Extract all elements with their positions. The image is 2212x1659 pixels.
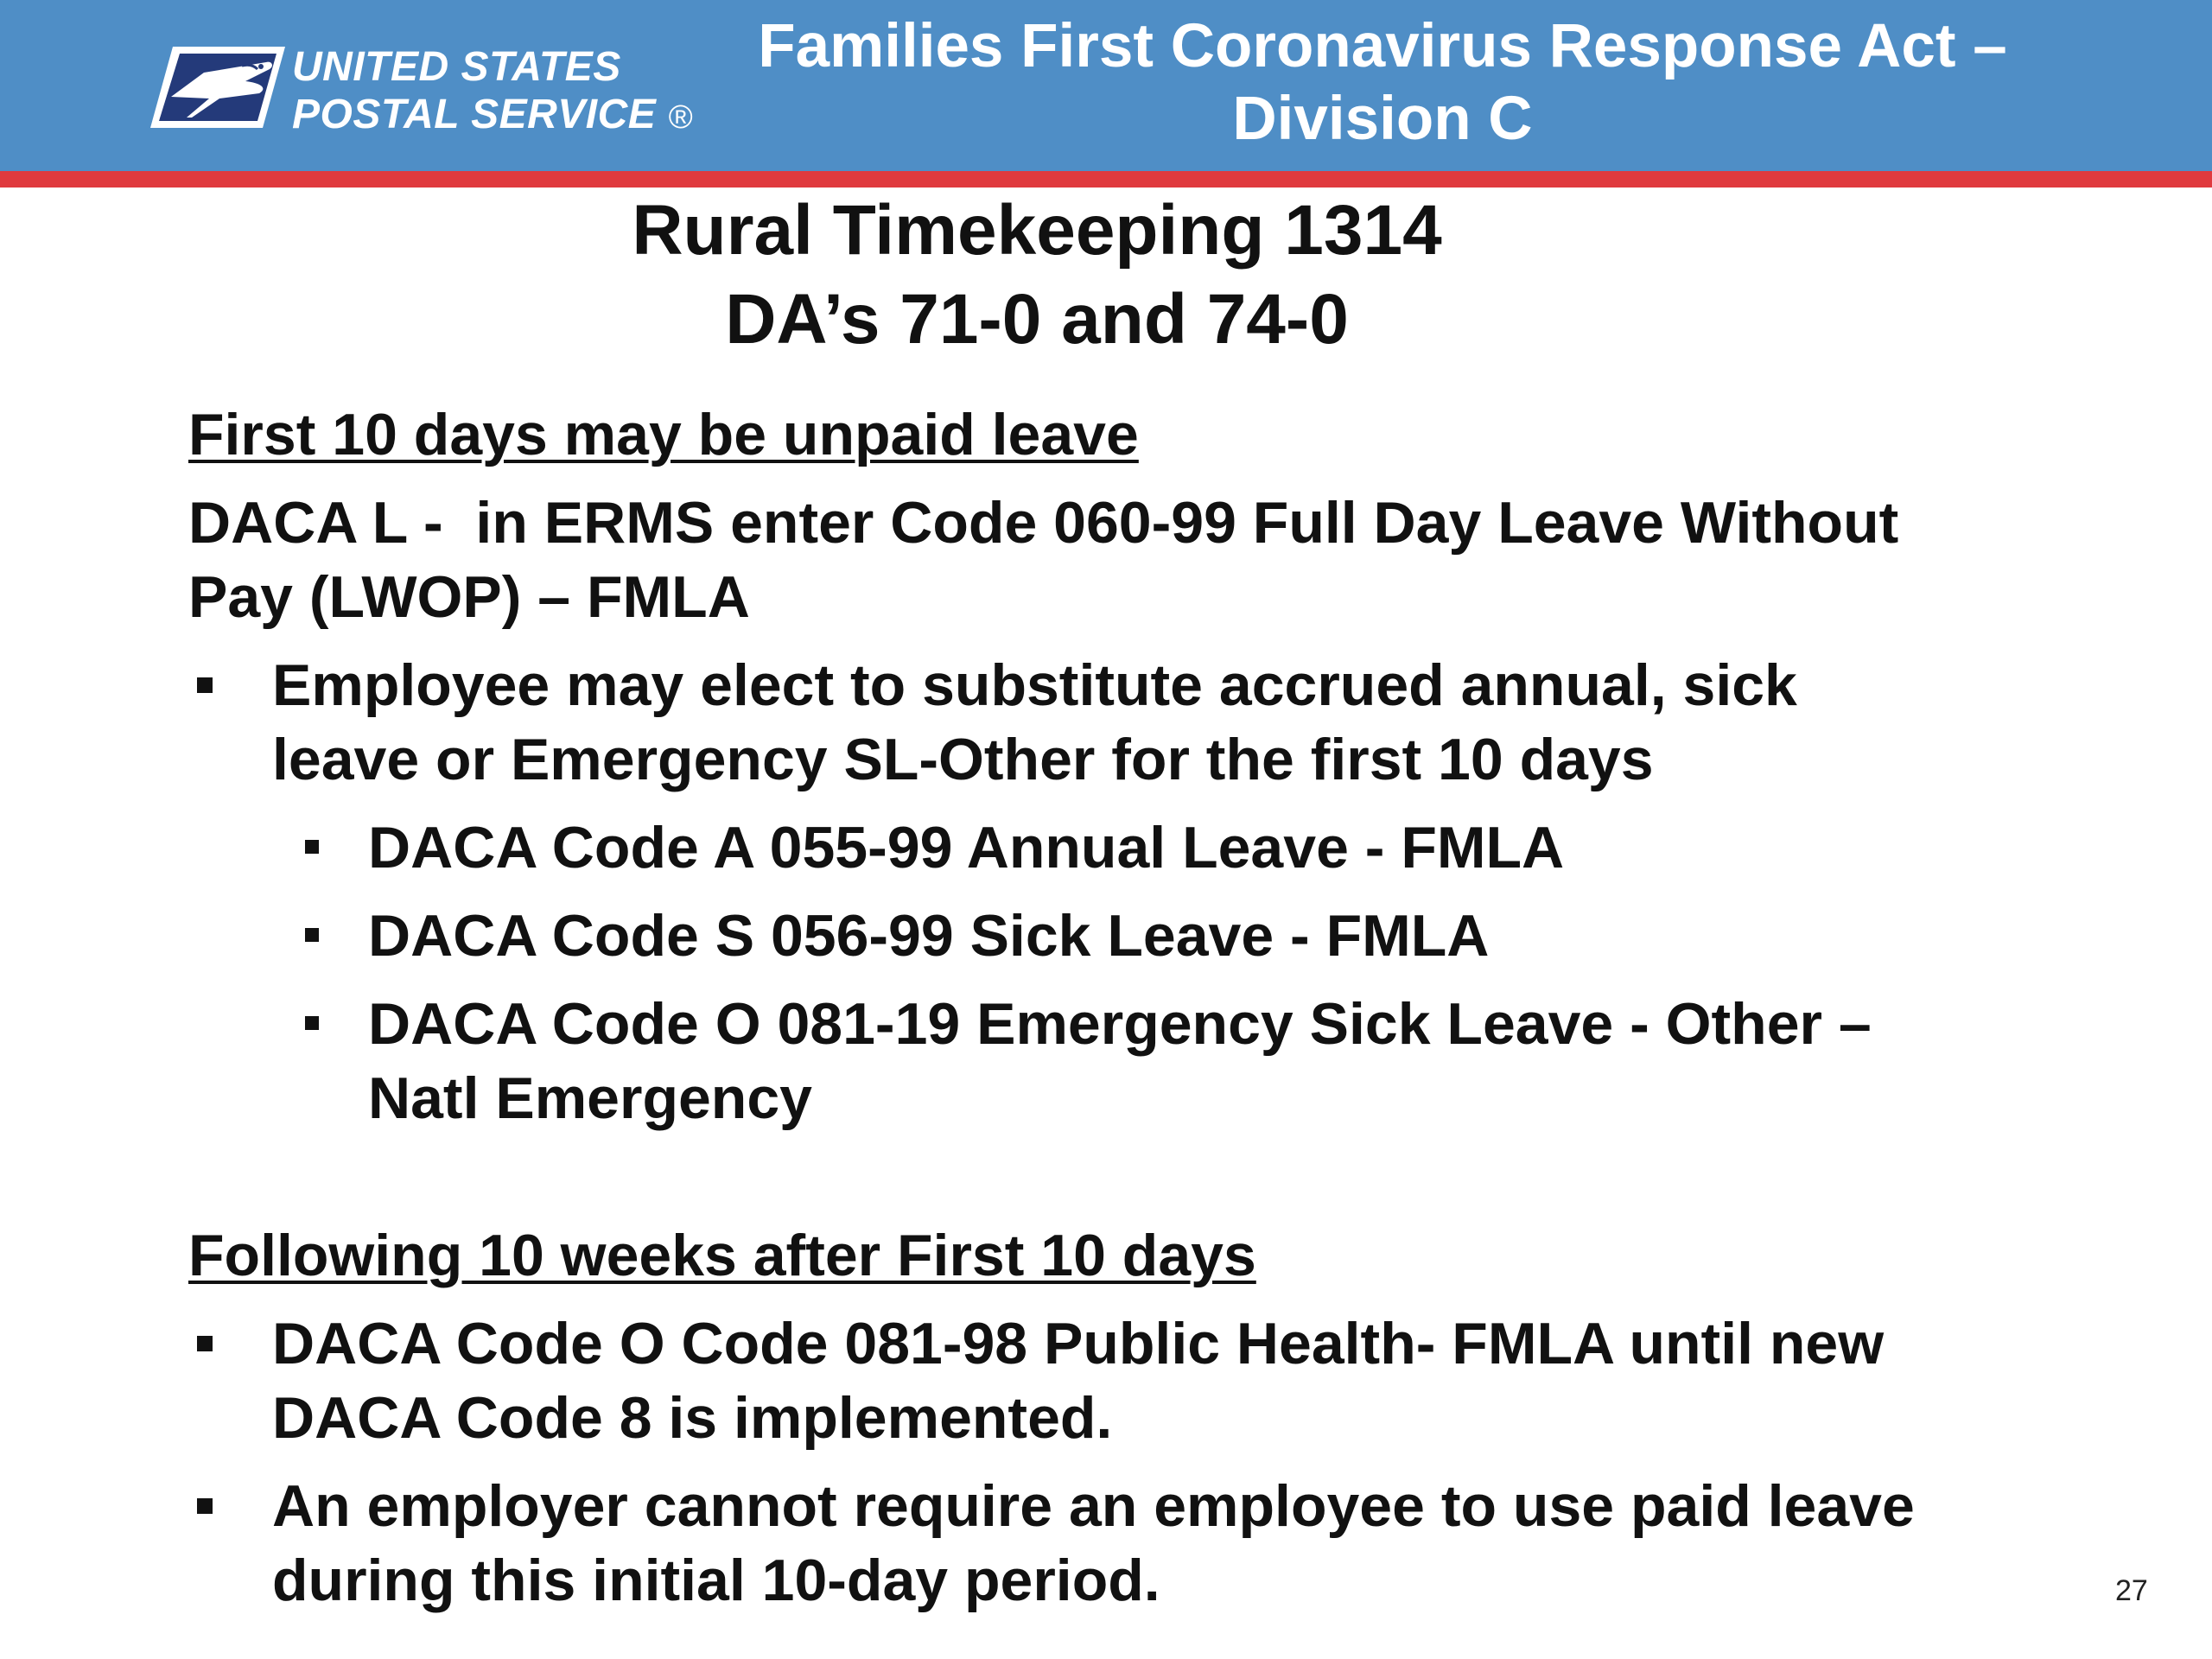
slide-content <box>188 397 2037 1618</box>
daca-l-line2: Pay (LWOP) – FMLA <box>188 564 750 630</box>
header-title-line2: Division C <box>1232 85 1533 153</box>
usps-eagle-logo-icon <box>149 43 287 131</box>
usps-wordmark <box>292 43 693 142</box>
usps-wordmark-line2: POSTAL SERVICE ® <box>292 92 693 137</box>
sub-bullet-sick-leave <box>188 899 2037 973</box>
section2-heading: Following 10 weeks after First 10 days <box>188 1223 1256 1288</box>
sub-bullet-emergency-sick-leave <box>188 987 2037 1135</box>
bullet-substitute-leave-line1: Employee may elect to substitute accrued annual, sick <box>272 652 1797 718</box>
slide-title <box>432 186 1642 364</box>
usps-logo <box>149 43 693 137</box>
sub-bullet-emergency-line1: DACA Code O 081-19 Emergency Sick Leave - Other – <box>368 991 1872 1057</box>
page-number: 27 <box>2115 1574 2148 1607</box>
bullet-employer-line1: An employer cannot require an employee to use paid leave <box>272 1473 1915 1539</box>
sub-bullet-emergency-line2: Natl Emergency <box>368 1065 812 1131</box>
sub-bullet-annual-leave-text: DACA Code A 055-99 Annual Leave - FMLA <box>368 815 1565 880</box>
sub-bullet-sick-leave-text: DACA Code S 056-99 Sick Leave - FMLA <box>368 903 1490 969</box>
slide-title-line1: Rural Timekeeping 1314 <box>632 191 1442 270</box>
bullet-public-health-line2: DACA Code 8 is implemented. <box>272 1385 1113 1451</box>
sub-bullet-annual-leave <box>188 810 2037 885</box>
usps-wordmark-line1: UNITED STATES <box>292 44 621 90</box>
section1-heading: First 10 days may be unpaid leave <box>188 402 1139 467</box>
slide-title-line2: DA’s 71-0 and 74-0 <box>725 280 1349 359</box>
daca-l-paragraph <box>188 486 2037 634</box>
daca-l-line1: DACA L - in ERMS enter Code 060-99 Full Day Leave Without <box>188 490 1899 556</box>
bullet-employer-paid-leave <box>188 1469 2037 1618</box>
registered-mark: ® <box>668 99 693 136</box>
bullet-public-health-line1: DACA Code O Code 081-98 Public Health- FMLA until new <box>272 1311 1885 1376</box>
bullet-substitute-leave-line2: leave or Emergency SL-Other for the first 10 days <box>272 727 1654 792</box>
bullet-employer-line2: during this initial 10-day period. <box>272 1548 1160 1613</box>
header-title-line1: Families First Coronavirus Response Act – <box>758 12 2007 80</box>
bullet-substitute-leave <box>188 648 2037 797</box>
bullet-public-health <box>188 1306 2037 1455</box>
header-title <box>726 10 2039 156</box>
